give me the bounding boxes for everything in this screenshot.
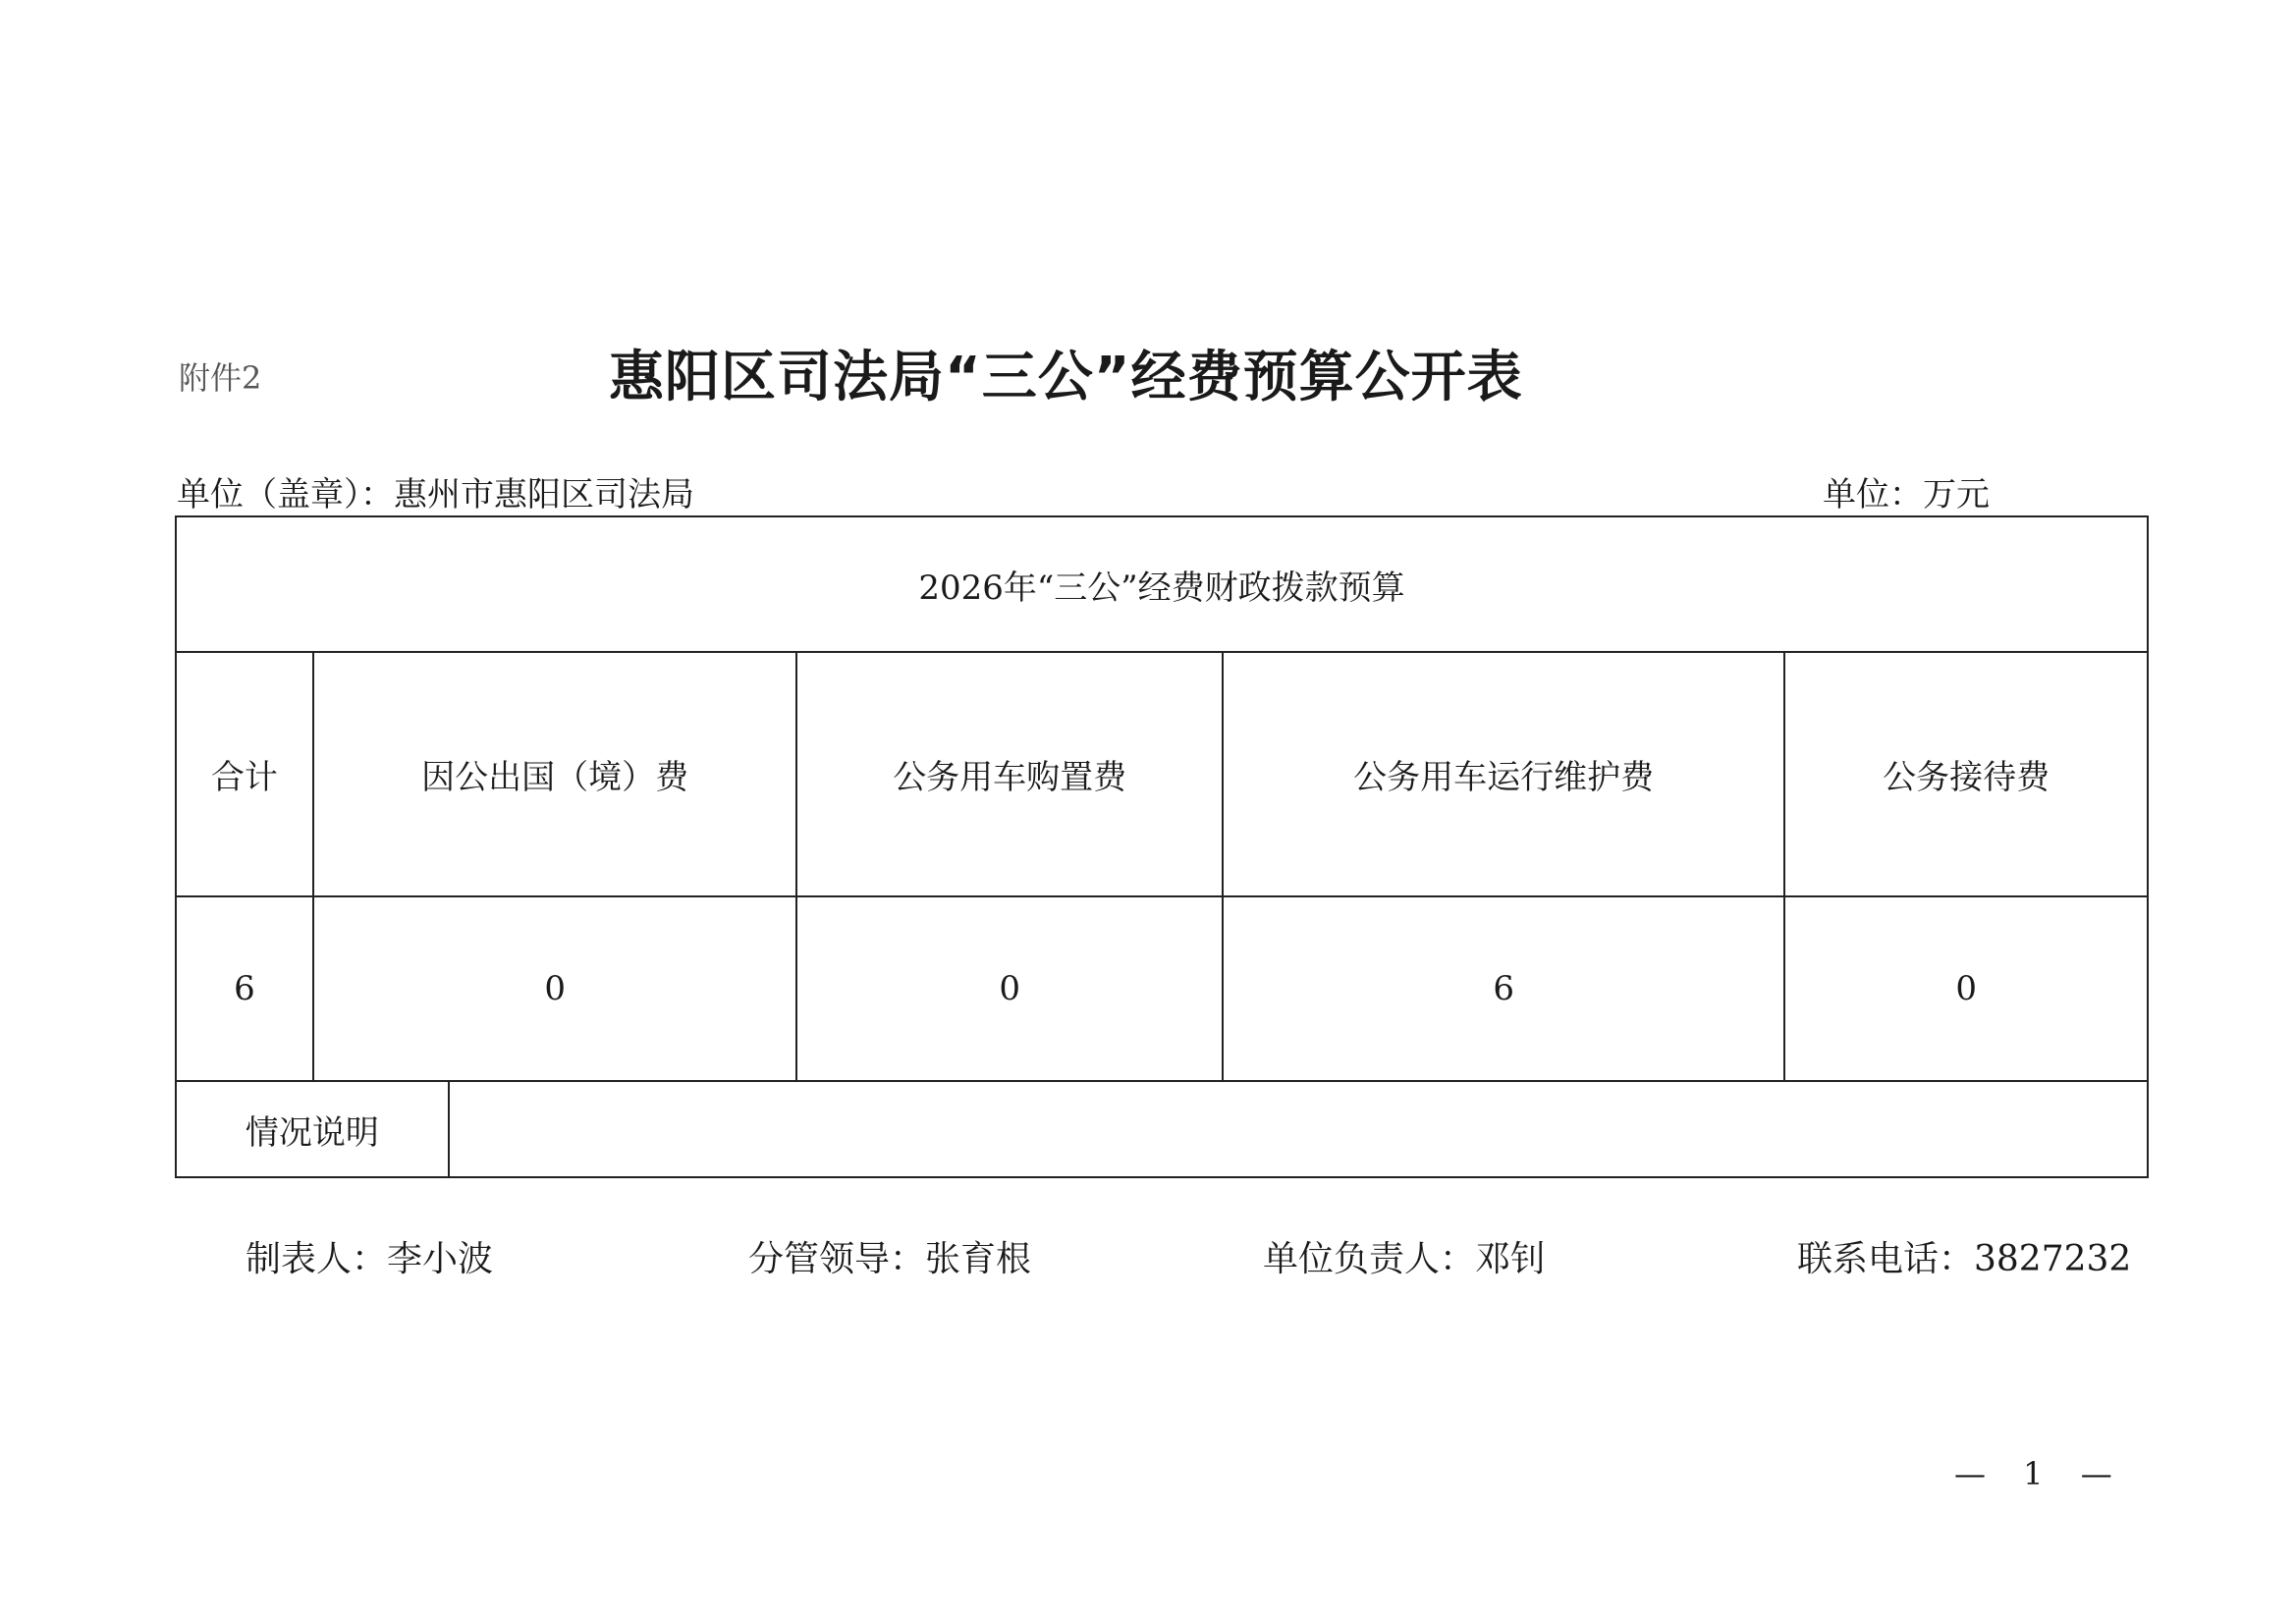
table-caption: 2026年“三公”经费财政拨款预算 [176, 516, 2148, 652]
unit-measure: 单位：万元 [1823, 475, 1990, 514]
header-vehicle-operation: 公务用车运行维护费 [1223, 652, 1784, 896]
page-title: 惠阳区司法局“三公”经费预算公开表 [609, 346, 1523, 409]
value-total: 6 [176, 896, 313, 1081]
unit-name: 单位（盖章）：惠州市惠阳区司法局 [177, 475, 694, 514]
note-value [449, 1081, 2148, 1177]
header-vehicle-purchase: 公务用车购置费 [796, 652, 1223, 896]
budget-table [175, 515, 2149, 1178]
contact-phone: 联系电话：3827232 [1797, 1239, 2132, 1279]
table-header-row [176, 652, 2148, 896]
value-vehicle-purchase: 0 [796, 896, 1223, 1081]
note-row [176, 1081, 2148, 1177]
leader: 分管领导：张育根 [748, 1239, 1032, 1279]
preparer: 制表人：李小波 [246, 1239, 494, 1279]
header-total: 合计 [176, 652, 313, 896]
table-row [176, 896, 2148, 1081]
header-overseas: 因公出国（境）费 [313, 652, 797, 896]
note-label: 情况说明 [176, 1081, 449, 1177]
header-reception: 公务接待费 [1784, 652, 2148, 896]
value-overseas: 0 [313, 896, 797, 1081]
value-vehicle-operation: 6 [1223, 896, 1784, 1081]
value-reception: 0 [1784, 896, 2148, 1081]
unit-head: 单位负责人：邓钊 [1263, 1239, 1547, 1279]
attachment-label: 附件2 [179, 359, 262, 397]
page-number: — 1 — [1954, 1455, 2126, 1492]
